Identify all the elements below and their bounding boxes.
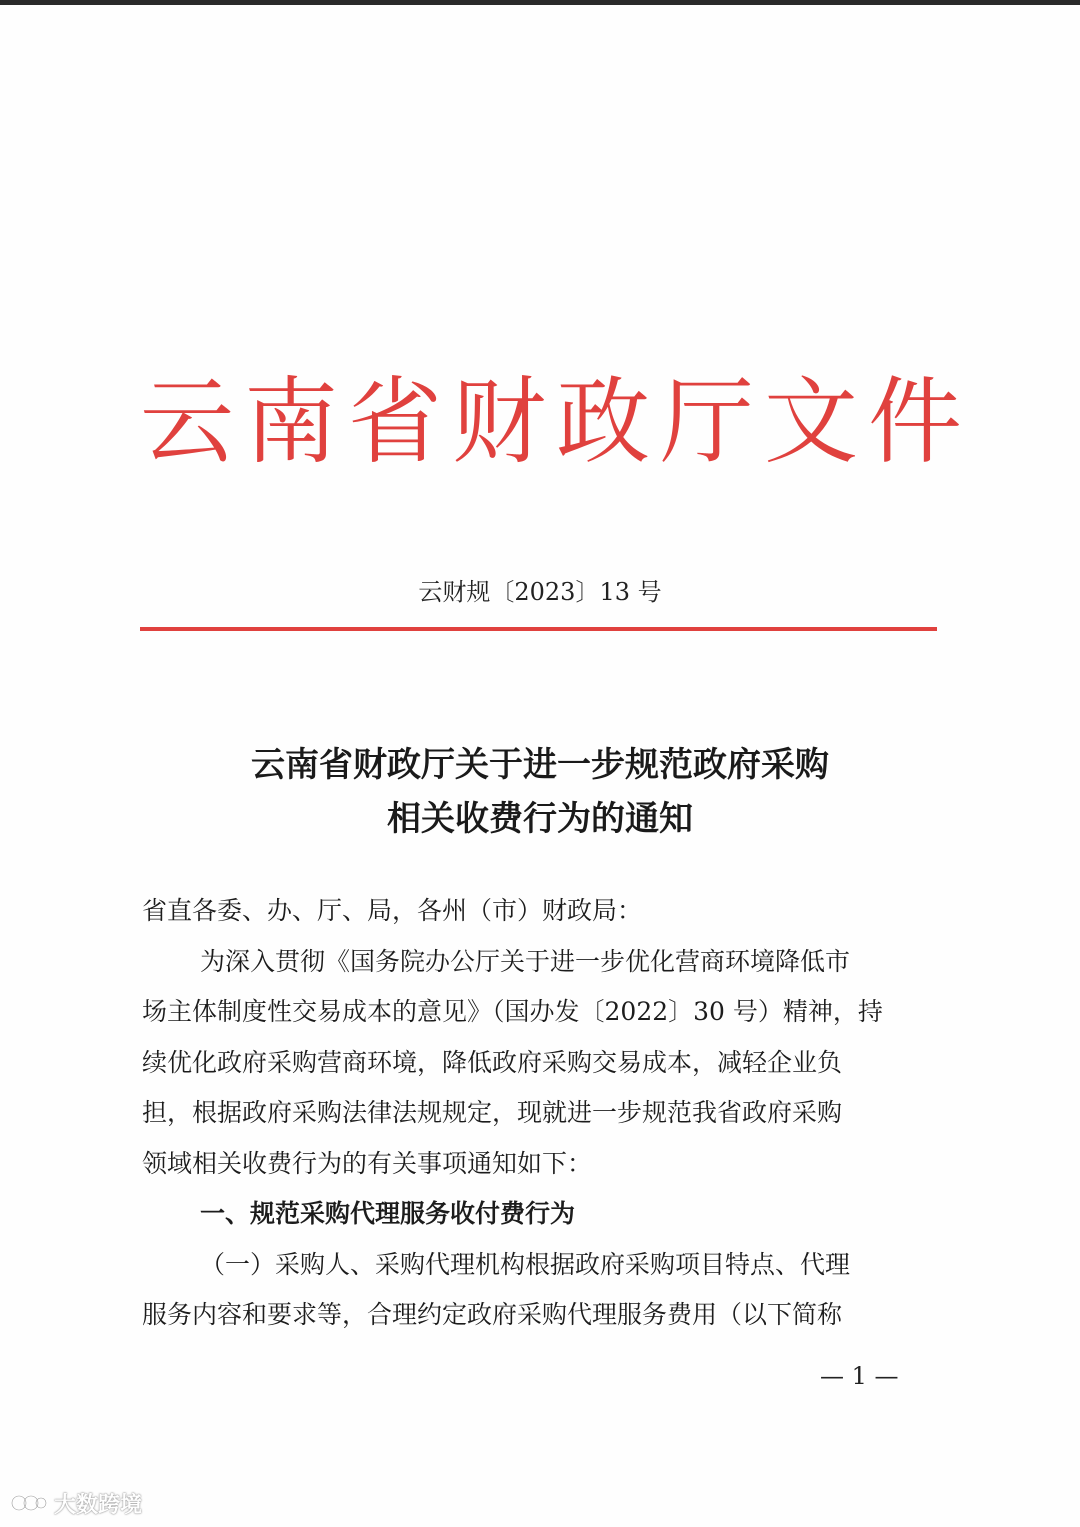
masthead-title: 云南省财政厅文件 <box>140 368 973 477</box>
watermark-text: 大数跨境 <box>54 1492 143 1518</box>
dsx-logo-icon <box>10 1491 48 1515</box>
section-heading: 一、规范采购代理服务收付费行为 <box>200 1199 576 1228</box>
notice-body <box>142 886 942 1341</box>
body-line: 领域相关收费行为的有关事项通知如下： <box>142 1148 593 1178</box>
notice-title-line-1: 云南省财政厅关于进一步规范政府采购 <box>251 745 829 785</box>
scan-top-edge <box>0 0 1080 5</box>
page-number: — 1 — <box>820 1362 899 1390</box>
notice-title-line-2: 相关收费行为的通知 <box>387 799 693 839</box>
body-line: 担，根据政府采购法律法规规定，现就进一步规范我省政府采购 <box>142 1098 843 1127</box>
salutation: 省直各委、办、厅、局，各州（市）财政局： <box>142 896 643 925</box>
document-number: 云财规〔2023〕13 号 <box>418 578 662 606</box>
watermark <box>10 1488 142 1518</box>
item-line: 服务内容和要求等，合理约定政府采购代理服务费用（以下简称 <box>142 1300 843 1329</box>
body-line: 为深入贯彻《国务院办公厅关于进一步优化营商环境降低市 <box>200 946 851 976</box>
red-separator-line <box>140 627 937 631</box>
notice-title <box>140 738 940 846</box>
body-line: 续优化政府采购营商环境，降低政府采购交易成本，减轻企业负 <box>142 1047 843 1077</box>
item-line: （一）采购人、采购代理机构根据政府采购项目特点、代理 <box>200 1249 851 1279</box>
body-line: 场主体制度性交易成本的意见》（国办发〔2022〕30 号）精神，持 <box>142 997 883 1026</box>
